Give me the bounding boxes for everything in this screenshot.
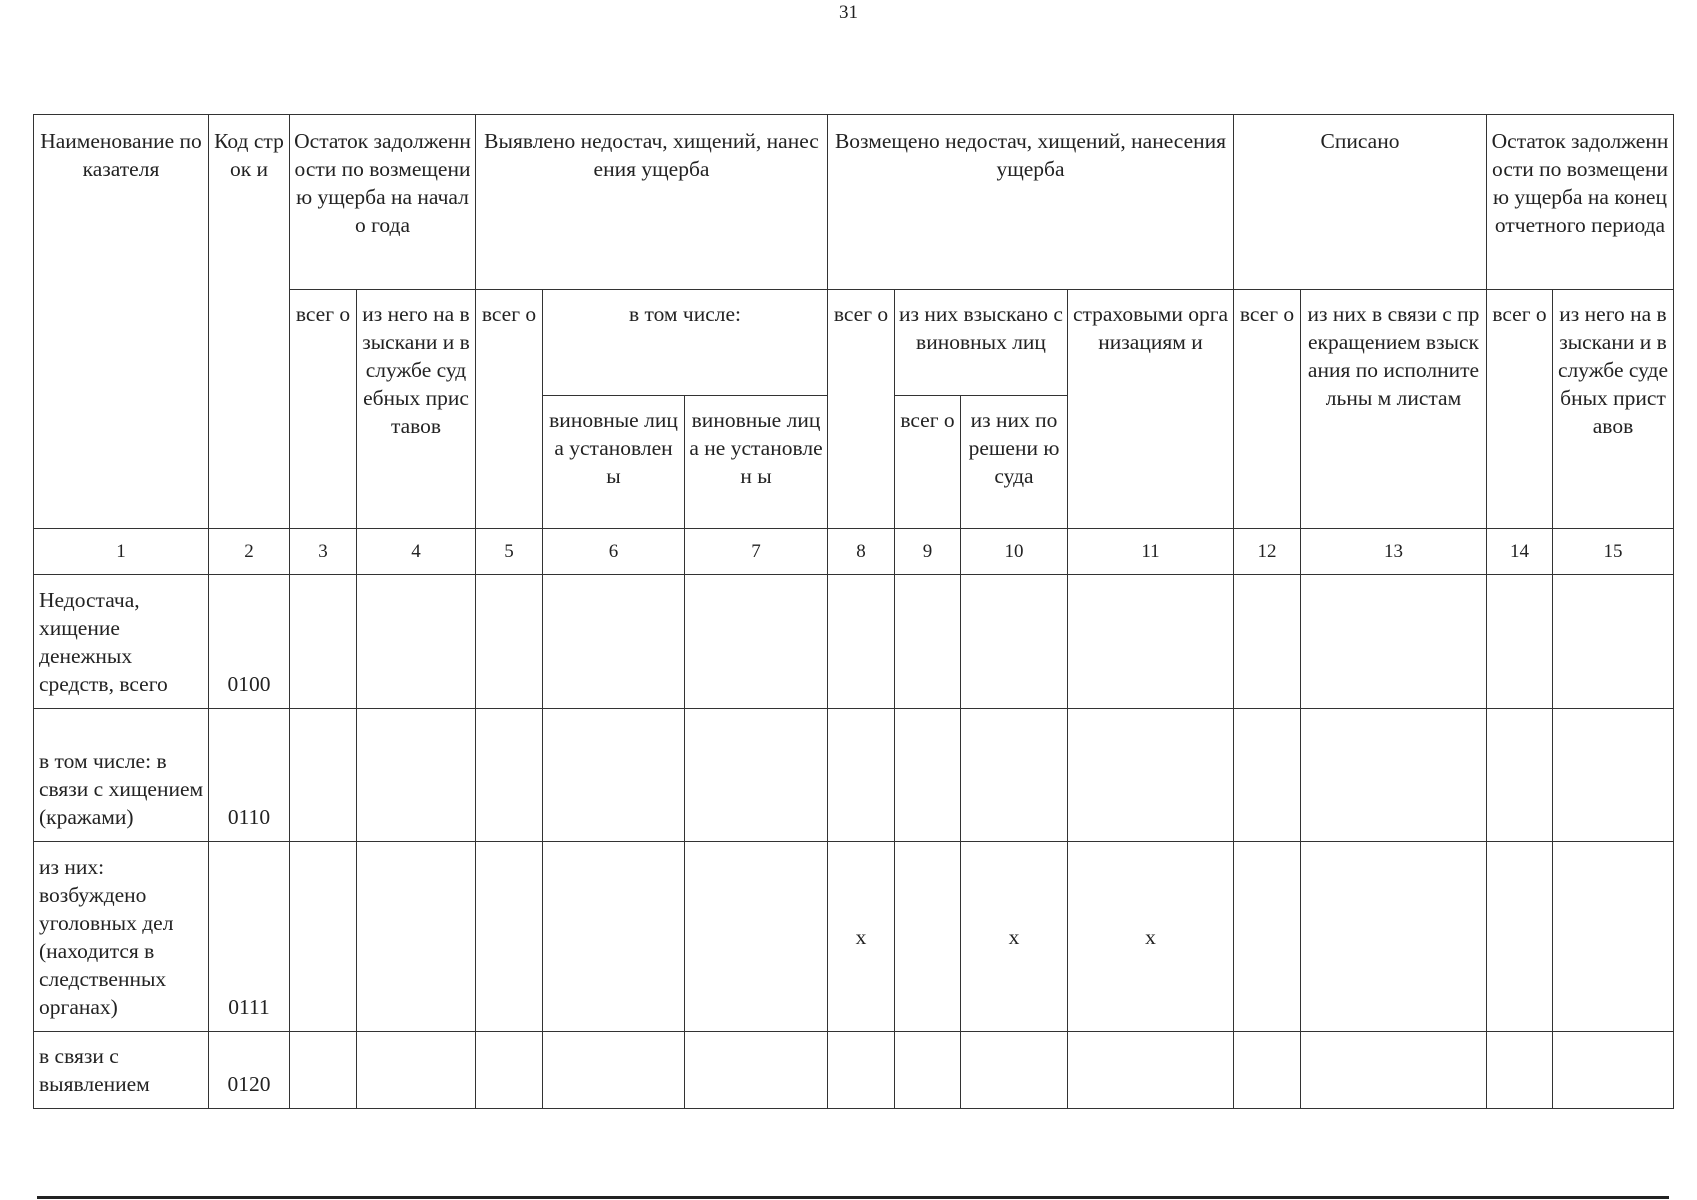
cell-col9[interactable] [895, 575, 961, 709]
cell-col12[interactable] [1234, 1032, 1301, 1109]
column-number: 8 [828, 529, 895, 575]
cell-col5[interactable] [476, 709, 543, 842]
cell-col11[interactable] [1068, 575, 1234, 709]
row-code: 0110 [209, 709, 290, 842]
cell-col7[interactable] [685, 1032, 828, 1109]
cell-col10[interactable] [961, 1032, 1068, 1109]
column-number: 11 [1068, 529, 1234, 575]
header-col4-bailiffs: из него на взыскани и в службе судебных приставов [357, 290, 476, 529]
column-number: 12 [1234, 529, 1301, 575]
header-col13-reason: из них в связи с прекращением взыскания по исполнительны м листам [1301, 290, 1487, 529]
cell-col5[interactable] [476, 1032, 543, 1109]
header-col10-court: из них по решени ю суда [961, 396, 1068, 529]
header-col14-total: всег о [1487, 290, 1553, 529]
header-col3-total: всег о [290, 290, 357, 529]
cell-col12[interactable] [1234, 709, 1301, 842]
cell-col8[interactable] [828, 709, 895, 842]
header-col5-total: всег о [476, 290, 543, 529]
page-number: 31 [839, 2, 858, 23]
cell-col15[interactable] [1553, 842, 1674, 1032]
column-number: 14 [1487, 529, 1553, 575]
row-code: 0120 [209, 1032, 290, 1109]
column-number: 1 [34, 529, 209, 575]
row-name: в связи с выявлением [34, 1032, 209, 1109]
cell-col8[interactable] [828, 1032, 895, 1109]
cell-col9[interactable] [895, 1032, 961, 1109]
cell-col3[interactable] [290, 709, 357, 842]
header-written-off: Списано [1234, 115, 1487, 290]
table-row [34, 709, 1674, 842]
header-col6-identified: виновные лица установлен ы [543, 396, 685, 529]
header-col12-total: всег о [1234, 290, 1301, 529]
cell-col10-not-applicable: х [961, 842, 1068, 1032]
cell-col8[interactable] [828, 575, 895, 709]
cell-col3[interactable] [290, 1032, 357, 1109]
table-row [34, 1032, 1674, 1109]
cell-col14[interactable] [1487, 1032, 1553, 1109]
row-code: 0100 [209, 575, 290, 709]
cell-col10[interactable] [961, 709, 1068, 842]
cell-col12[interactable] [1234, 842, 1301, 1032]
header-col9-total: всег о [895, 396, 961, 529]
cell-col7[interactable] [685, 842, 828, 1032]
cell-col3[interactable] [290, 842, 357, 1032]
header-opening-balance: Остаток задолженности по возмещению ущерба на начало года [290, 115, 476, 290]
table-row [34, 842, 1674, 1032]
cell-col4[interactable] [357, 1032, 476, 1109]
cell-col13[interactable] [1301, 575, 1487, 709]
column-number: 15 [1553, 529, 1674, 575]
cell-col11-not-applicable: х [1068, 842, 1234, 1032]
cell-col14[interactable] [1487, 709, 1553, 842]
column-number: 2 [209, 529, 290, 575]
cell-col7[interactable] [685, 575, 828, 709]
cell-col8-not-applicable: х [828, 842, 895, 1032]
cell-col6[interactable] [543, 709, 685, 842]
header-including: в том числе: [543, 290, 828, 396]
cell-col11[interactable] [1068, 1032, 1234, 1109]
cell-col9[interactable] [895, 842, 961, 1032]
cell-col4[interactable] [357, 842, 476, 1032]
bottom-divider [37, 1196, 1669, 1199]
column-number: 6 [543, 529, 685, 575]
column-number: 4 [357, 529, 476, 575]
cell-col15[interactable] [1553, 575, 1674, 709]
cell-col12[interactable] [1234, 575, 1301, 709]
header-compensated: Возмещено недостач, хищений, нанесения ущерба [828, 115, 1234, 290]
column-number: 3 [290, 529, 357, 575]
cell-col6[interactable] [543, 1032, 685, 1109]
cell-col6[interactable] [543, 575, 685, 709]
header-col15-bailiffs: из него на взыскани и в службе судебных приставов [1553, 290, 1674, 529]
cell-col5[interactable] [476, 842, 543, 1032]
column-number: 10 [961, 529, 1068, 575]
cell-col10[interactable] [961, 575, 1068, 709]
cell-col5[interactable] [476, 575, 543, 709]
cell-col4[interactable] [357, 575, 476, 709]
header-col7-not-identified: виновные лица не установлен ы [685, 396, 828, 529]
row-name: в том числе: в связи с хищением (кражами) [34, 709, 209, 842]
header-col11-insurers: страховыми организациям и [1068, 290, 1234, 529]
cell-col15[interactable] [1553, 709, 1674, 842]
header-code: Код строк и [209, 115, 290, 529]
header-closing-balance: Остаток задолженности по возмещению ущерба на конец отчетного периода [1487, 115, 1674, 290]
header-col8-total: всег о [828, 290, 895, 529]
cell-col6[interactable] [543, 842, 685, 1032]
cell-col9[interactable] [895, 709, 961, 842]
row-name: Недостача, хищение денежных средств, всего [34, 575, 209, 709]
column-numbers-row [34, 529, 1674, 575]
table-row [34, 575, 1674, 709]
cell-col15[interactable] [1553, 1032, 1674, 1109]
cell-col7[interactable] [685, 709, 828, 842]
column-number: 13 [1301, 529, 1487, 575]
column-number: 5 [476, 529, 543, 575]
column-number: 7 [685, 529, 828, 575]
row-name: из них: возбуждено уголовных дел (находится в следственных органах) [34, 842, 209, 1032]
cell-col4[interactable] [357, 709, 476, 842]
cell-col3[interactable] [290, 575, 357, 709]
column-number: 9 [895, 529, 961, 575]
cell-col13[interactable] [1301, 842, 1487, 1032]
header-from-culprits: из них взыскано с виновных лиц [895, 290, 1068, 396]
cell-col13[interactable] [1301, 1032, 1487, 1109]
header-detected: Выявлено недостач, хищений, нанесения ущерба [476, 115, 828, 290]
header-name: Наименование показателя [34, 115, 209, 529]
report-table [33, 114, 1674, 1109]
cell-col11[interactable] [1068, 709, 1234, 842]
cell-col14[interactable] [1487, 842, 1553, 1032]
cell-col14[interactable] [1487, 575, 1553, 709]
cell-col13[interactable] [1301, 709, 1487, 842]
row-code: 0111 [209, 842, 290, 1032]
header-row-1 [34, 115, 1674, 290]
